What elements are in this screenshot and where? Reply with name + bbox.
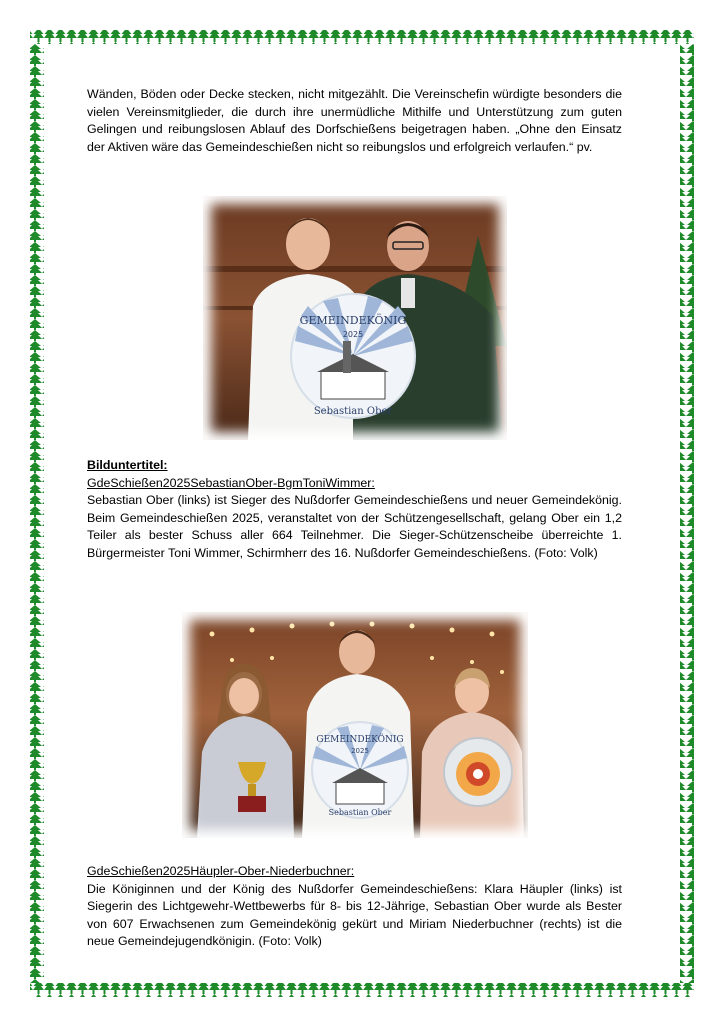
target2-name: Sebastian Ober <box>328 808 392 817</box>
caption2-text: Die Königinnen und der König des Nußdorfer Gemeindeschießens: Klara Häupler (links) ist Siegerin des Lichtgewehr-Wettbewerbs für 8- bis 12-Jährige, Sebastian Ober wurde als Bester von 607 Erwachsenen zum Gemeindekönig gekürt und Miriam Niederbuchner (rechts) ist die neue Gemeindejugendkönigin. (Foto: Volk) <box>87 881 622 949</box>
photo-winner-mayor <box>203 196 507 440</box>
target2-year: 2025 <box>351 747 369 755</box>
caption2-section <box>87 863 622 951</box>
intro-paragraph: Wänden, Böden oder Decke stecken, nicht mitgezählt. Die Vereinschefin würdigte besonders die vielen Vereinsmitglieder, die durch ihre unermüdliche Mithilfe und Unterstützung zum guten Gelingen und reibungslosen Ablauf des Dorfschießens beigetragen haben. „Ohne den Einsatz der Aktiven wäre das Gemeindeschießen nicht so reibungslos und erfolgreich verlaufen.“ pv. <box>87 87 622 154</box>
photo-three-winners <box>182 612 528 838</box>
target2-title: GEMEINDEKÖNIG <box>316 735 404 745</box>
photo-three-winners-image <box>182 612 528 838</box>
caption1-text: Sebastian Ober (links) ist Sieger des Nußdorfer Gemeindeschießens und neuer Gemeindekönig. Beim Gemeindeschießen 2025, veranstaltet von der Schützengesellschaft, gelang Ober ein 1,2 Teiler als bester Schuss aller 664 Teilnehmer. Die Sieger-Schützenscheibe überreichte 1. Bürgermeister Toni Wimmer, Schirmherr des 16. Nußdorfer Gemeindeschießens. (Foto: Volk) <box>87 493 622 560</box>
caption1-filename: GdeSchießen2025SebastianOber-BgmToniWimmer: <box>87 475 375 490</box>
caption-section <box>87 457 622 563</box>
target-name: Sebastian Ober <box>313 406 393 417</box>
intro-text <box>87 86 622 156</box>
target-title: GEMEINDEKÖNIG <box>299 314 407 327</box>
photo-winner-mayor-image <box>203 196 507 440</box>
caption2-filename: GdeSchießen2025Häupler-Ober-Niederbuchner: <box>87 864 355 878</box>
target-year: 2025 <box>342 330 364 339</box>
caption-heading: Bilduntertitel: <box>87 458 168 472</box>
